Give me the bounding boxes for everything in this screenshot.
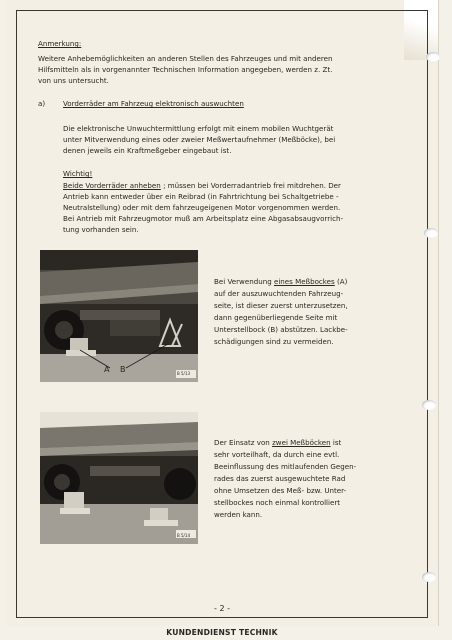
figure-1-label-b: B	[120, 365, 126, 374]
important-line-5: tung vorhanden sein.	[63, 225, 139, 234]
section-a-line-2: unter Mitverwendung eines oder zweier Meßwertaufnehmer (Meßböcke), bei	[63, 135, 336, 144]
figure-1-caption-line-5: Unterstellbock (B) abstützen. Lackbe-	[214, 325, 348, 334]
figure-1-photo	[40, 250, 198, 382]
section-a-line-1: Die elektronische Unwuchtermittlung erfolgt mit einem mobilen Wuchtgerät	[63, 124, 334, 133]
binder-hole	[426, 52, 440, 62]
document-page	[6, 0, 439, 637]
figure-1-caption-line-2: auf der auszuwuchtenden Fahrzeug-	[214, 289, 344, 298]
important-line-1-rest: ; müssen bei Vorderradantrieb frei mitdrehen. Der	[163, 181, 341, 190]
footer-title: KUNDENDIENST TECHNIK	[166, 628, 278, 637]
remark-line-3: von uns untersucht.	[38, 76, 109, 85]
section-a-title: Vorderräder am Fahrzeug elektronisch auswuchten	[63, 99, 244, 108]
figure-1-caption-line-3: seite, ist dieser zuerst unterzusetzen,	[214, 301, 348, 310]
figure-1-caption-line-4: dann gegenüberliegende Seite mit	[214, 313, 338, 322]
figure-1-caption-line-1	[214, 276, 347, 287]
figure-2-caption-line-4: rades das zuerst ausgewuchtete Rad	[214, 474, 346, 483]
figure-2-photo-code: B 5/14	[177, 533, 190, 538]
figure-2-caption-line-5: ohne Umsetzen des Meß- bzw. Unter-	[214, 486, 347, 495]
important-heading: Wichtig!	[63, 169, 93, 178]
figure-1-photo-code: B 5/13	[177, 371, 190, 376]
page-number: - 2 -	[214, 604, 230, 613]
section-a-line-3: denen jeweils ein Kraftmeßgeber eingebaut ist.	[63, 146, 232, 155]
binder-hole	[422, 572, 436, 582]
remark-line-2: Hilfsmitteln als in vorgenannter Technischen Information angegeben, werden z. Zt.	[38, 65, 333, 74]
important-line-4: Bei Antrieb mit Fahrzeugmotor muß am Arbeitsplatz eine Abgasabsaugvorrich-	[63, 214, 344, 223]
important-line-1-underlined: Beide Vorderräder anheben	[63, 181, 161, 190]
figure-1-caption-post: (A)	[337, 277, 348, 286]
important-line-3: Neutralstellung) oder mit dem fahrzeugeigenen Motor vorgenommen werden.	[63, 203, 341, 212]
figure-2-caption-post: ist	[332, 438, 342, 447]
figure-2-caption-line-7: werden kann.	[214, 510, 263, 519]
figure-2-caption-pre: Der Einsatz von	[214, 438, 270, 447]
important-line-1	[63, 180, 341, 191]
figure-1-caption-pre: Bei Verwendung	[214, 277, 272, 286]
remark-heading: Anmerkung:	[38, 39, 82, 48]
figure-2-caption-line-1	[214, 437, 341, 448]
binder-hole	[422, 400, 436, 410]
section-a-label: a)	[38, 99, 46, 108]
binder-hole	[424, 228, 438, 238]
figure-1-caption-underlined: eines Meßbockes	[273, 277, 335, 286]
figure-2-caption-line-2: sehr vorteilhaft, da durch eine evtl.	[214, 450, 340, 459]
figure-1-label-a: A	[104, 365, 110, 374]
remark-line-1: Weitere Anhebemöglichkeiten an anderen Stellen des Fahrzeuges und mit anderen	[38, 54, 333, 63]
figure-2-photo	[40, 412, 198, 544]
figure-2-caption-line-6: stellbockes noch einmal kontrolliert	[214, 498, 341, 507]
important-line-2: Antrieb kann entweder über ein Reibrad (in Fahrtrichtung bei Schaltgetriebe -	[63, 192, 339, 201]
figure-2-caption-line-3: Beeinflussung des mitlaufenden Gegen-	[214, 462, 357, 471]
figure-1-caption-line-6: schädigungen sind zu vermeiden.	[214, 337, 334, 346]
figure-2-caption-underlined: zwei Meßböcken	[272, 438, 331, 447]
